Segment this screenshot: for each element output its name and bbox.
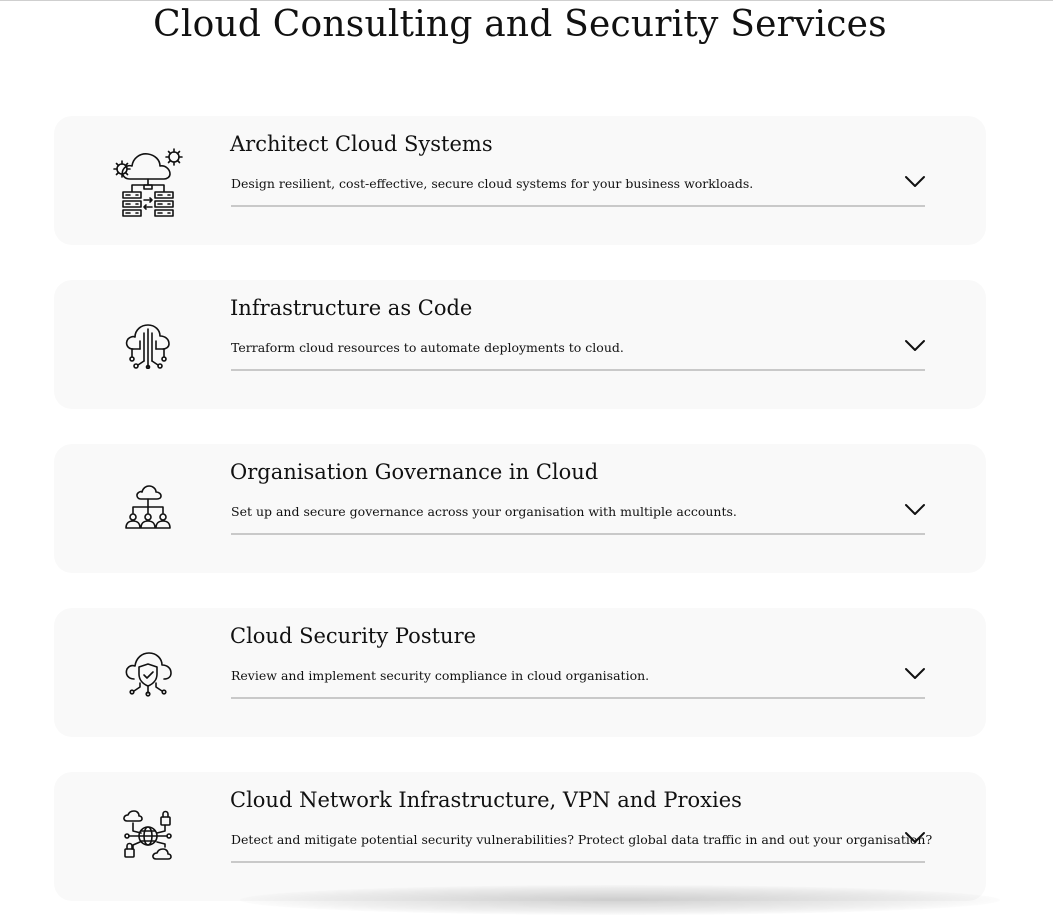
top-border — [0, 0, 1053, 1]
chevron-down-icon[interactable] — [904, 666, 926, 682]
cloud-organisation-icon — [110, 468, 186, 548]
chevron-down-icon[interactable] — [904, 830, 926, 846]
service-card-architect-cloud-systems[interactable] — [54, 116, 986, 245]
service-list — [54, 116, 986, 901]
divider — [231, 369, 925, 371]
service-title: Infrastructure as Code — [230, 296, 473, 320]
service-title: Organisation Governance in Cloud — [230, 460, 599, 484]
floating-shadow — [240, 885, 1000, 915]
chevron-down-icon[interactable] — [904, 502, 926, 518]
service-card-organisation-governance[interactable] — [54, 444, 986, 573]
service-description: Design resilient, cost-effective, secure cloud systems for your business workloads. — [231, 176, 754, 191]
service-title: Architect Cloud Systems — [230, 132, 493, 156]
cloud-architecture-icon — [110, 140, 186, 220]
service-description: Set up and secure governance across your organisation with multiple accounts. — [231, 504, 737, 519]
service-title: Cloud Security Posture — [230, 624, 477, 648]
divider — [231, 697, 925, 699]
cloud-circuit-icon — [110, 304, 186, 384]
network-globe-lock-icon — [110, 796, 186, 876]
service-description: Detect and mitigate potential security vulnerabilities? Protect global data traffic in and out your organisation? — [231, 832, 933, 847]
service-description: Review and implement security compliance in cloud organisation. — [231, 668, 650, 683]
divider — [231, 861, 925, 863]
divider — [231, 205, 925, 207]
divider — [231, 533, 925, 535]
service-description: Terraform cloud resources to automate deployments to cloud. — [231, 340, 624, 355]
service-title: Cloud Network Infrastructure, VPN and Proxies — [230, 788, 742, 812]
service-card-infrastructure-as-code[interactable] — [54, 280, 986, 409]
chevron-down-icon[interactable] — [904, 338, 926, 354]
service-card-cloud-network-infrastructure[interactable] — [54, 772, 986, 901]
chevron-down-icon[interactable] — [904, 174, 926, 190]
service-card-cloud-security-posture[interactable] — [54, 608, 986, 737]
cloud-shield-icon — [110, 632, 186, 712]
page-title: Cloud Consulting and Security Services — [153, 4, 887, 45]
